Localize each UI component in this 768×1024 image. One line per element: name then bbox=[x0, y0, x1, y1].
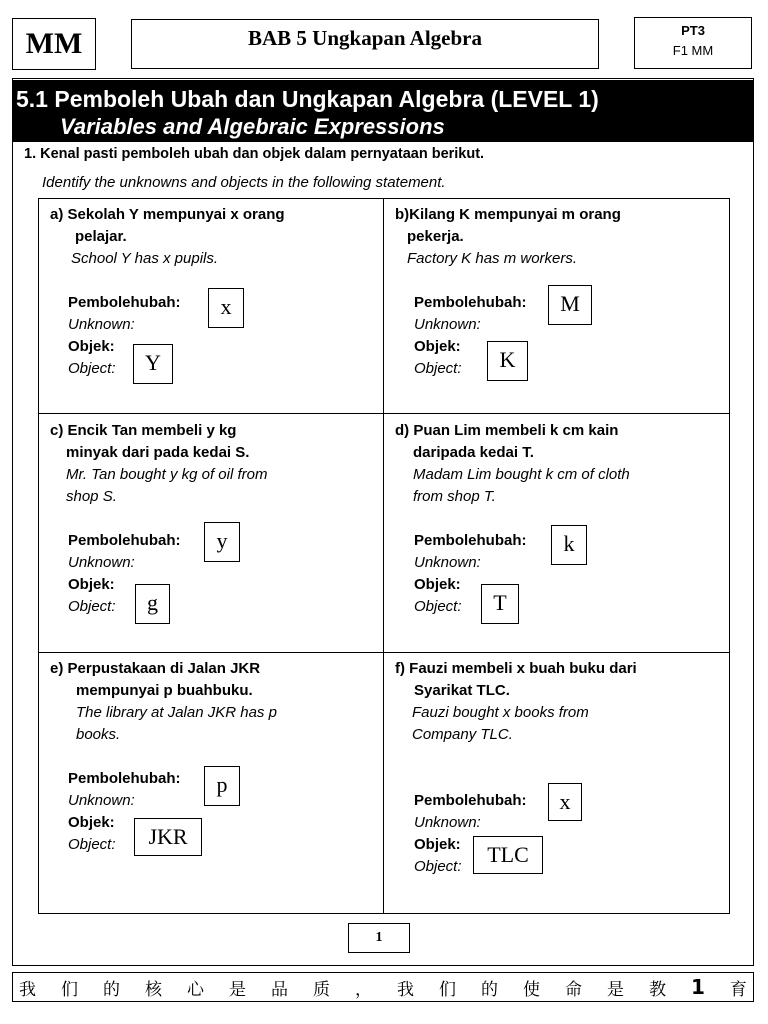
motto-char: 使 bbox=[523, 979, 540, 1000]
motto-char: 命 bbox=[565, 979, 582, 1000]
motto-char: 我 bbox=[19, 979, 36, 1000]
answer-object-a: Y bbox=[133, 344, 173, 384]
grid-divider-vertical bbox=[383, 198, 384, 914]
motto-char: 们 bbox=[61, 979, 78, 1000]
unknown-label: Pembolehubah: bbox=[414, 294, 527, 311]
answer-object-f: TLC bbox=[473, 836, 543, 874]
answer-object-b: K bbox=[487, 341, 528, 381]
motto-char: 是 bbox=[229, 979, 246, 1000]
question-english: Mr. Tan bought y kg of oil from bbox=[66, 466, 268, 483]
motto-char: 我 bbox=[397, 979, 414, 1000]
object-label-en: Object: bbox=[68, 360, 116, 377]
answer-unknown-f: x bbox=[548, 783, 582, 821]
instruction-malay: 1. Kenal pasti pemboleh ubah dan objek dalam pernyataan berikut. bbox=[24, 146, 485, 162]
unknown-label-en: Unknown: bbox=[68, 316, 135, 333]
question-f bbox=[395, 658, 725, 746]
question-text-cont: minyak dari pada kedai S. bbox=[66, 444, 250, 461]
mm-logo: MM bbox=[12, 18, 96, 70]
page-number: 1 bbox=[348, 923, 410, 953]
answer-unknown-c: y bbox=[204, 522, 240, 562]
question-english: Factory K has m workers. bbox=[407, 250, 578, 267]
section-banner bbox=[12, 80, 754, 142]
exam-code: PT3 bbox=[681, 23, 705, 38]
object-label: Objek: bbox=[68, 338, 115, 355]
question-english-cont: books. bbox=[76, 726, 121, 743]
motto-char: 教 bbox=[649, 979, 666, 1000]
object-label-en: Object: bbox=[68, 836, 116, 853]
unknown-label-en: Unknown: bbox=[414, 316, 481, 333]
answer-unknown-d: k bbox=[551, 525, 587, 565]
unknown-label: Pembolehubah: bbox=[68, 532, 181, 549]
motto-char: 质 bbox=[313, 979, 330, 1000]
answer-object-d: T bbox=[481, 584, 519, 624]
section-subtitle: Variables and Algebraic Expressions bbox=[60, 114, 445, 139]
level-box bbox=[634, 17, 752, 69]
unknown-label-en: Unknown: bbox=[414, 554, 481, 571]
question-text: a) Sekolah Y mempunyai x orang bbox=[50, 206, 285, 223]
object-label-en: Object: bbox=[414, 598, 462, 615]
footer-motto bbox=[12, 972, 754, 1002]
question-text: d) Puan Lim membeli k cm kain bbox=[395, 422, 619, 439]
question-text-cont: Syarikat TLC. bbox=[414, 682, 510, 699]
question-e bbox=[50, 658, 380, 746]
section-title: 5.1 Pemboleh Ubah dan Ungkapan Algebra (LEVEL 1) bbox=[16, 86, 599, 112]
unknown-label: Pembolehubah: bbox=[68, 770, 181, 787]
unknown-label-en: Unknown: bbox=[68, 792, 135, 809]
question-c bbox=[50, 420, 380, 508]
question-english: School Y has x pupils. bbox=[71, 250, 219, 267]
motto-char: 的 bbox=[481, 979, 498, 1000]
question-a bbox=[50, 204, 380, 270]
chapter-title: BAB 5 Ungkapan Algebra bbox=[131, 19, 599, 69]
answer-object-e: JKR bbox=[134, 818, 202, 856]
question-b bbox=[395, 204, 725, 270]
unknown-label: Pembolehubah: bbox=[68, 294, 181, 311]
unknown-label-en: Unknown: bbox=[68, 554, 135, 571]
question-english-cont: from shop T. bbox=[413, 488, 496, 505]
object-label: Objek: bbox=[414, 836, 461, 853]
object-label: Objek: bbox=[414, 576, 461, 593]
question-text-cont: pelajar. bbox=[75, 228, 127, 245]
motto-char: ， bbox=[355, 979, 372, 1000]
object-label: Objek: bbox=[68, 576, 115, 593]
question-english: Madam Lim bought k cm of cloth bbox=[413, 466, 630, 483]
motto-char: 心 bbox=[187, 979, 204, 1000]
question-text: b)Kilang K mempunyai m orang bbox=[395, 206, 621, 223]
answer-unknown-e: p bbox=[204, 766, 240, 806]
object-label: Objek: bbox=[68, 814, 115, 831]
answer-unknown-b: M bbox=[548, 285, 592, 325]
question-text-cont: daripada kedai T. bbox=[413, 444, 534, 461]
grid-divider-row1 bbox=[38, 413, 730, 414]
object-label: Objek: bbox=[414, 338, 461, 355]
question-english-cont: Company TLC. bbox=[412, 726, 513, 743]
motto-char: 1 bbox=[691, 975, 705, 999]
answer-unknown-a: x bbox=[208, 288, 244, 328]
unknown-label: Pembolehubah: bbox=[414, 792, 527, 809]
unknown-label: Pembolehubah: bbox=[414, 532, 527, 549]
object-label-en: Object: bbox=[414, 858, 462, 875]
object-label-en: Object: bbox=[414, 360, 462, 377]
question-english: The library at Jalan JKR has p bbox=[76, 704, 277, 721]
unknown-label-en: Unknown: bbox=[414, 814, 481, 831]
question-english-cont: shop S. bbox=[66, 488, 117, 505]
question-text: f) Fauzi membeli x buah buku dari bbox=[395, 660, 637, 677]
instruction-english: Identify the unknowns and objects in the following statement. bbox=[42, 174, 446, 191]
question-d bbox=[395, 420, 725, 508]
answer-object-c: g bbox=[135, 584, 170, 624]
question-text: c) Encik Tan membeli y kg bbox=[50, 422, 237, 439]
motto-char: 的 bbox=[103, 979, 120, 1000]
question-text: e) Perpustakaan di Jalan JKR bbox=[50, 660, 261, 677]
grid-divider-row2 bbox=[38, 652, 730, 653]
motto-char: 育 bbox=[729, 979, 747, 1000]
motto-char: 是 bbox=[607, 979, 624, 1000]
form-level: F1 MM bbox=[672, 43, 714, 58]
motto-char: 品 bbox=[271, 979, 288, 1000]
object-label-en: Object: bbox=[68, 598, 116, 615]
question-text-cont: mempunyai p buahbuku. bbox=[76, 682, 253, 699]
question-english: Fauzi bought x books from bbox=[412, 704, 589, 721]
motto-char: 们 bbox=[439, 979, 456, 1000]
motto-char: 核 bbox=[145, 979, 162, 1000]
question-text-cont: pekerja. bbox=[407, 228, 464, 245]
